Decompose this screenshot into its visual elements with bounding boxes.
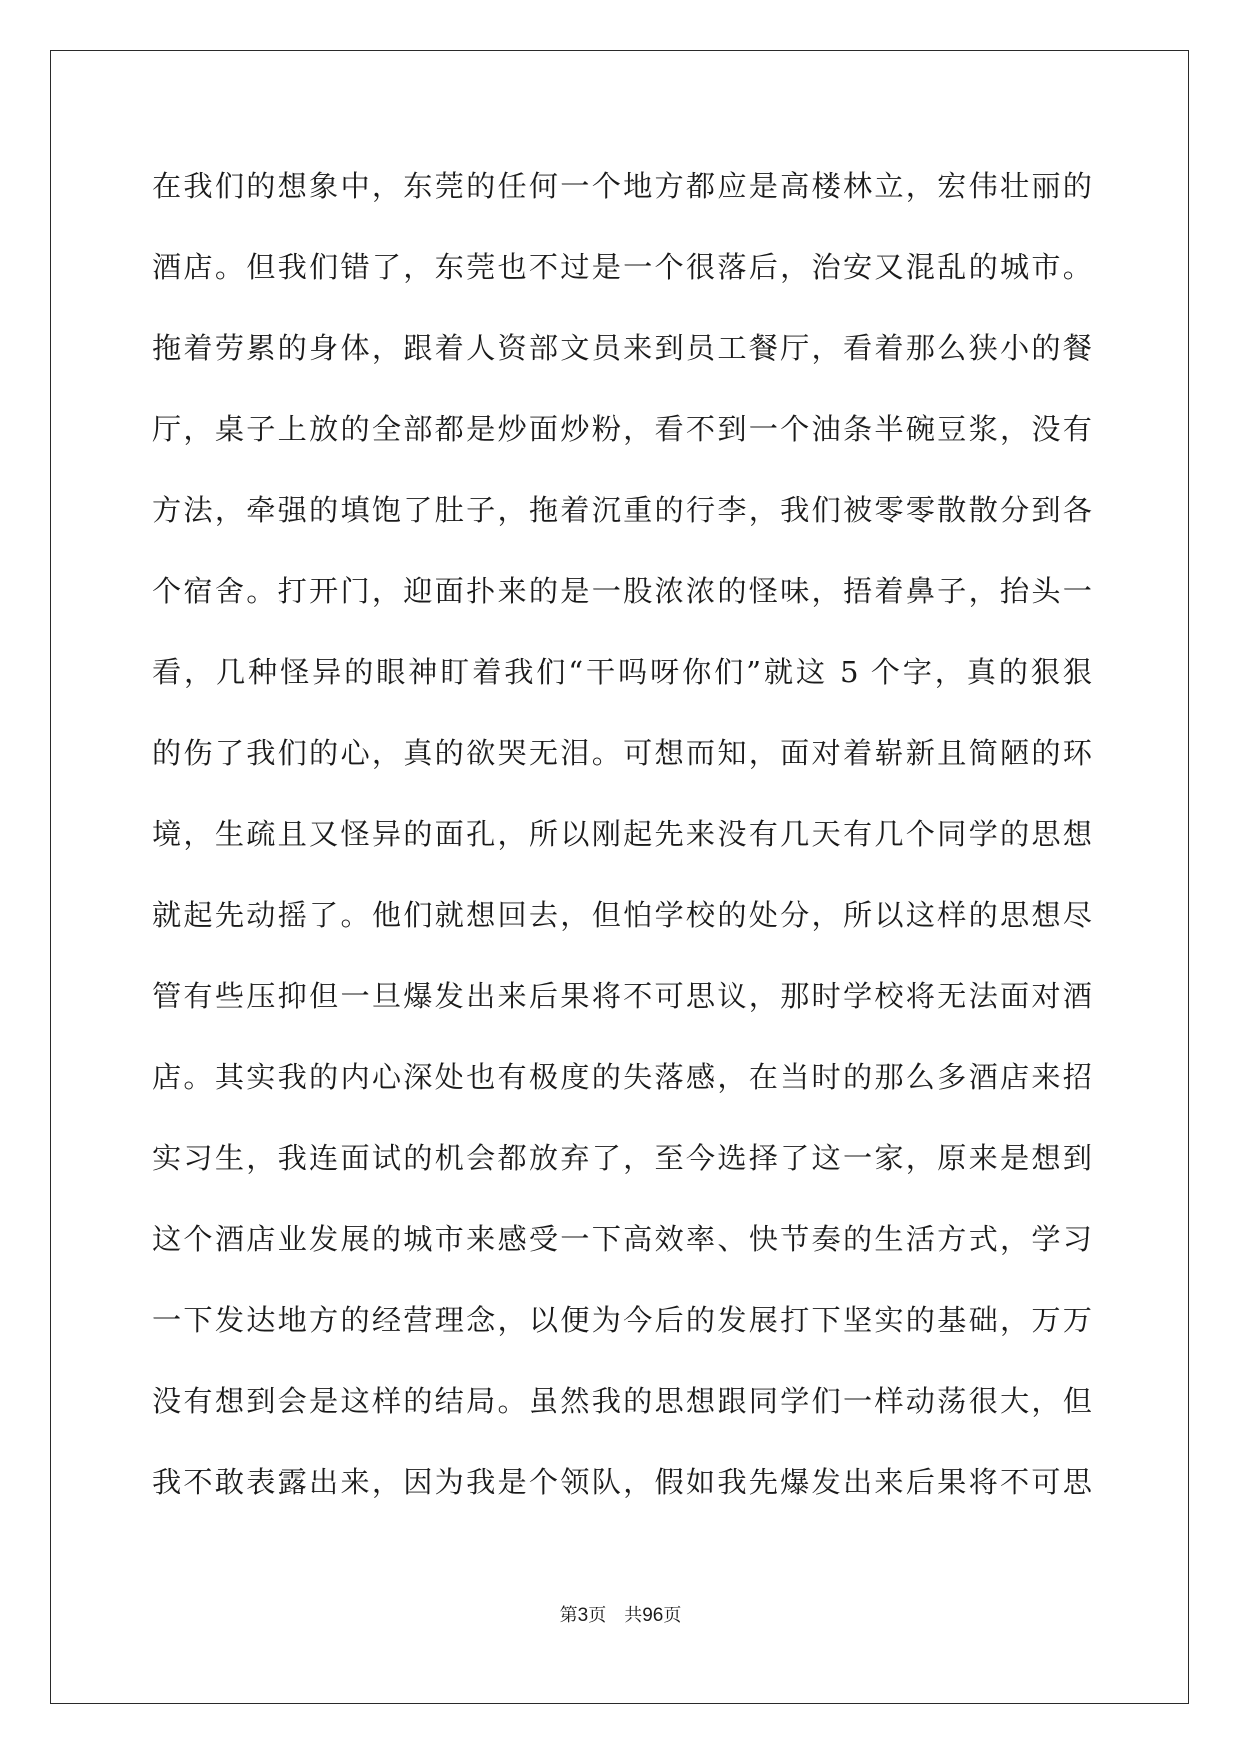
text-line: 就起先动摇了。他们就想回去，但怕学校的处分，所以这样的思想尽 (152, 898, 1092, 932)
text-line: 拖着劳累的身体，跟着人资部文员来到员工餐厅，看着那么狭小的餐 (152, 331, 1092, 365)
page-footer (0, 1604, 1241, 1628)
text-line: 一下发达地方的经营理念，以便为今后的发展打下坚实的基础，万万 (152, 1303, 1092, 1337)
total-prefix: 共 (624, 1605, 643, 1626)
text-line: 的伤了我们的心，真的欲哭无泪。可想而知，面对着崭新且简陋的环 (152, 736, 1092, 770)
text-line: 看，几种怪异的眼神盯着我们“干吗呀你们”就这 5 个字，真的狠狠 (152, 655, 1092, 689)
total-pages: 96 (642, 1605, 664, 1626)
body-text (152, 160, 1092, 1537)
text-line: 个宿舍。打开门，迎面扑来的是一股浓浓的怪味，捂着鼻子，抬头一 (152, 574, 1092, 608)
page-number: 3 (577, 1605, 589, 1626)
text-line: 厅，桌子上放的全部都是炒面炒粉，看不到一个油条半碗豆浆，没有 (152, 412, 1092, 446)
page-suffix: 页 (588, 1605, 607, 1626)
text-line: 在我们的想象中，东莞的任何一个地方都应是高楼林立，宏伟壮丽的 (152, 169, 1092, 203)
page-prefix: 第 (559, 1605, 578, 1626)
text-line: 方法，牵强的填饱了肚子，拖着沉重的行李，我们被零零散散分到各 (152, 493, 1092, 527)
text-line: 管有些压抑但一旦爆发出来后果将不可思议，那时学校将无法面对酒 (152, 979, 1092, 1013)
text-line: 我不敢表露出来，因为我是个领队，假如我先爆发出来后果将不可思 (152, 1465, 1092, 1499)
text-line: 没有想到会是这样的结局。虽然我的思想跟同学们一样动荡很大，但 (152, 1384, 1092, 1418)
text-line: 店。其实我的内心深处也有极度的失落感，在当时的那么多酒店来招 (152, 1060, 1092, 1094)
text-line: 境，生疏且又怪异的面孔，所以刚起先来没有几天有几个同学的思想 (152, 817, 1092, 851)
text-line: 酒店。但我们错了，东莞也不过是一个很落后，治安又混乱的城市。 (152, 250, 1092, 284)
text-line: 这个酒店业发展的城市来感受一下高效率、快节奏的生活方式，学习 (152, 1222, 1092, 1256)
text-line: 实习生，我连面试的机会都放弃了，至今选择了这一家，原来是想到 (152, 1141, 1092, 1175)
total-suffix: 页 (663, 1605, 682, 1626)
